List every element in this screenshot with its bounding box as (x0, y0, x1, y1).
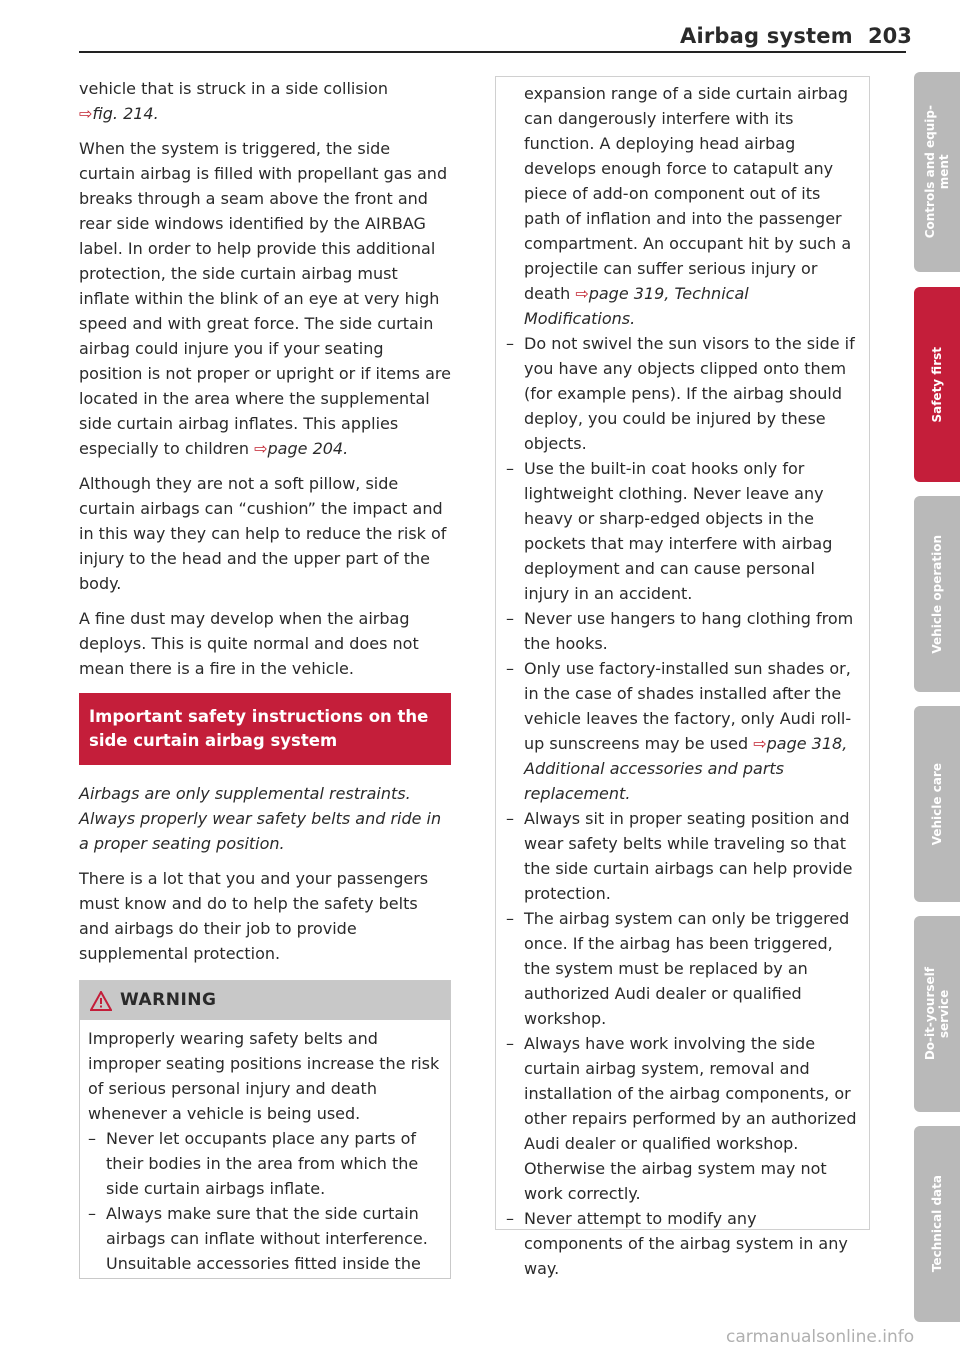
tab-label: Safety first (930, 346, 944, 423)
tab-label: Technical data (930, 1175, 944, 1273)
watermark: carmanualsonline.info (726, 1327, 915, 1347)
section-heading: Important safety instructions on the side curtain airbag system (79, 693, 451, 765)
paragraph-passengers: There is a lot that you and your passengers must know and do to help the safety belts and airbags do their job to provide supplemental protection. (79, 869, 429, 963)
list-item-text: Only use factory-installed sun shades or, in the case of shades installed after the vehicle leaves the factory, only Audi roll-up sunscreens may be used (524, 659, 852, 753)
paragraph-text: vehicle that is struck in a side collision (79, 79, 389, 98)
list-item: – Use the built-in coat hooks only for lightweight clothing. Never leave any heavy or sharp-edged objects in the pockets that may interfere with airbag deployment and can cause personal injury in an accident. (506, 456, 859, 606)
warning-header (80, 981, 450, 1020)
running-header-title: Airbag system (680, 24, 853, 48)
figure-reference[interactable] (79, 104, 159, 123)
page-reference-label: page 319, Technical Modifications. (524, 284, 749, 328)
warning-body (80, 1020, 450, 1278)
warning-box (79, 980, 451, 1279)
warning-list (88, 1126, 442, 1276)
page-reference-label: page 204. (267, 439, 349, 458)
tab-label: Vehicle operation (930, 534, 944, 654)
tab-label: Controls and equip- ment (923, 105, 951, 239)
list-item (506, 656, 859, 806)
list-item: – Do not swivel the sun visors to the side if you have any objects clipped onto them (for example pens). If the airbag should deploy, you could be injured by these objects. (506, 331, 859, 456)
list-item: – The airbag system can only be triggered once. If the airbag has been triggered, the system must be replaced by an authorized Audi dealer or qualified workshop. (506, 906, 859, 1031)
header-rule (79, 51, 906, 53)
left-column (79, 76, 451, 1279)
arrow-right-icon: ⇨ (575, 284, 589, 303)
list-item: – Always make sure that the side curtain airbags can inflate without interference. Unsuitable accessories fitted inside the (88, 1201, 442, 1276)
list-item: – Always have work involving the side curtain airbag system, removal and installation of the airbag components, or other repairs performed by an authorized Audi dealer or qualified workshop. Otherwise the airbag system may not work correctly. (506, 1031, 859, 1206)
paragraph-trigger (79, 136, 451, 461)
warning-text: Improperly wearing safety belts and improper seating positions increase the risk of serious personal injury and death whenever a vehicle is being used. (88, 1029, 440, 1123)
warning-list (506, 331, 859, 1281)
paragraph-cushion: Although they are not a soft pillow, side curtain airbags can “cushion” the impact and in this way they can help to reduce the risk of injury to the head and the upper part of the body. (79, 474, 447, 593)
page-number: 203 (868, 24, 912, 48)
tab-vehicle-operation[interactable] (914, 496, 960, 692)
arrow-right-icon: ⇨ (753, 734, 767, 753)
right-column (495, 76, 870, 1278)
list-item: – Never attempt to modify any components of the airbag system in any way. (506, 1206, 859, 1281)
section-intro: Airbags are only supplemental restraints. Always properly wear safety belts and ride in a proper seating position. (79, 784, 442, 853)
continuation-text (506, 81, 859, 331)
arrow-right-icon: ⇨ (79, 104, 93, 123)
warning-triangle-icon (90, 991, 112, 1011)
paragraph-dust: A fine dust may develop when the airbag deploys. This is quite normal and does not mean there is a fire in the vehicle. (79, 609, 419, 678)
list-item: – Never let occupants place any parts of their bodies in the area from which the side curtain airbags inflate. (88, 1126, 442, 1201)
tab-do-it-yourself-service[interactable] (914, 916, 960, 1112)
tab-safety-first[interactable] (914, 287, 960, 482)
page-reference[interactable] (254, 439, 348, 458)
list-item: – Always sit in proper seating position and wear safety belts while traveling so that the side curtain airbags can help provide protection. (506, 806, 859, 906)
tab-controls-and-equipment[interactable] (914, 72, 960, 272)
paragraph-continuation (79, 76, 451, 126)
paragraph-text: expansion range of a side curtain airbag can dangerously interfere with its function. A deploying head airbag develops enough force to catapult any piece of add-on component out of its path of inflation and into the passenger compartment. An occupant hit by such a projectile can suffer serious injury or death (524, 84, 852, 303)
warning-continuation-box (495, 76, 870, 1278)
warning-label: WARNING (120, 990, 217, 1010)
tab-label: Do-it-yourself service (923, 967, 951, 1061)
figure-reference-label: fig. 214. (92, 104, 159, 123)
tab-technical-data[interactable] (914, 1126, 960, 1322)
list-item: – Never use hangers to hang clothing from the hooks. (506, 606, 859, 656)
arrow-right-icon: ⇨ (254, 439, 268, 458)
paragraph-text: When the system is triggered, the side curtain airbag is filled with propellant gas and breaks through a seam above the front and rear side windows identified by the AIRBAG label. In order to help provide this additional protection, the side curtain airbag must inflate within the blink of an eye at very high speed and with great force. The side curtain airbag could injure you if your seating position is not proper or upright or if items are located in the area where the supplemental side curtain airbag inflates. This applies especially to children (79, 139, 451, 458)
tab-label: Vehicle care (930, 762, 944, 846)
tab-vehicle-care[interactable] (914, 706, 960, 902)
page-reference-label: page 318, Additional accessories and parts replacement. (524, 734, 848, 803)
